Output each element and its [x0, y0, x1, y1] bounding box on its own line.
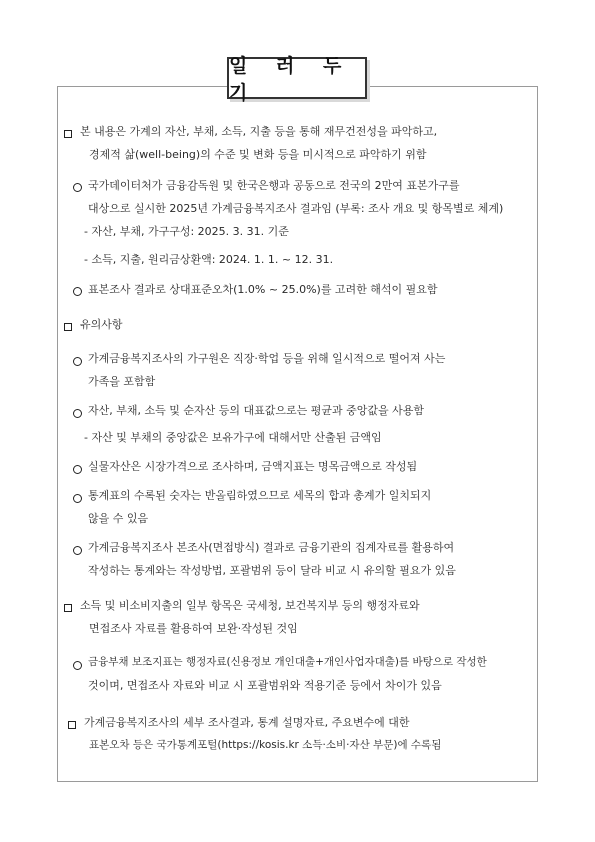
text-line: - 소득, 지출, 원리금상환액: 2024. 1. 1. ~ 12. 31.	[84, 253, 334, 266]
page-title: 일 러 두 기	[229, 55, 353, 104]
text-line: 않을 수 있음	[88, 512, 149, 525]
text-line: 실물자산은 시장가격으로 조사하며, 금액지표는 명목금액으로 작성됨	[88, 460, 418, 473]
section-heading: 유의사항	[80, 318, 123, 331]
title-box	[227, 55, 367, 104]
text-line: 가계금융복지조사 본조사(면접방식) 결과로 금융기관의 집계자료를 활용하여	[88, 541, 455, 554]
text-line: 국가데이터처가 금융감독원 및 한국은행과 공동으로 전국의 2만여 표본가구를	[88, 179, 460, 192]
text-line: 가계금융복지조사의 세부 조사결과, 통계 설명자료, 주요변수에 대한	[84, 716, 410, 729]
text-line: 가계금융복지조사의 가구원은 직장·학업 등을 위해 일시적으로 떨어져 사는	[88, 352, 446, 365]
text-line: 금융부채 보조지표는 행정자료(신용정보 개인대출+개인사업자대출)를 바탕으로 작성한	[88, 656, 487, 668]
text-line: 경제적 삶(well-being)의 수준 및 변화 등을 미시적으로 파악하기 위함	[89, 148, 427, 161]
text-line: 것이며, 면접조사 자료와 비교 시 포괄범위와 적용기준 등에서 차이가 있음	[88, 679, 442, 692]
text-line: 소득 및 비소비지출의 일부 항목은 국세청, 보건복지부 등의 행정자료와	[80, 599, 420, 612]
text-line: 자산, 부채, 소득 및 순자산 등의 대표값으로는 평균과 중앙값을 사용함	[88, 404, 424, 417]
square-bullet-icon	[64, 130, 72, 138]
text-line: 표본오차 등은 국가통계포털(https://kosis.kr 소득·소비·자산 부문)에 수록됨	[89, 739, 442, 751]
circle-bullet-icon	[73, 546, 82, 555]
text-line: 대상으로 실시한 2025년 가계금융복지조사 결과임 (부록: 조사 개요 및 항목별로 체계)	[88, 202, 504, 215]
text-line: 표본조사 결과로 상대표준오차(1.0% ~ 25.0%)를 고려한 해석이 필요함	[88, 283, 438, 296]
text-line: 본 내용은 가계의 자산, 부채, 소득, 지출 등을 통해 재무건전성을 파악하고,	[80, 125, 438, 138]
text-line: 통계표의 수록된 숫자는 반올림하였으므로 세목의 합과 총계가 일치되지	[88, 489, 432, 502]
text-line: - 자산, 부채, 가구구성: 2025. 3. 31. 기준	[84, 225, 289, 238]
text-line: - 자산 및 부채의 중앙값은 보유가구에 대해서만 산출된 금액임	[84, 431, 382, 444]
text-line: 면접조사 자료를 활용하여 보완·작성된 것임	[89, 622, 298, 635]
square-bullet-icon	[64, 323, 72, 331]
circle-bullet-icon	[73, 409, 82, 418]
circle-bullet-icon	[73, 287, 82, 296]
text-line: 가족을 포함함	[88, 375, 156, 388]
circle-bullet-icon	[73, 183, 82, 192]
circle-bullet-icon	[73, 494, 82, 503]
text-line: 작성하는 통계와는 작성방법, 포괄범위 등이 달라 비교 시 유의할 필요가 있음	[88, 564, 456, 577]
square-bullet-icon	[64, 604, 72, 612]
square-bullet-icon	[68, 721, 76, 729]
circle-bullet-icon	[73, 465, 82, 474]
circle-bullet-icon	[73, 357, 82, 366]
circle-bullet-icon	[73, 661, 82, 670]
